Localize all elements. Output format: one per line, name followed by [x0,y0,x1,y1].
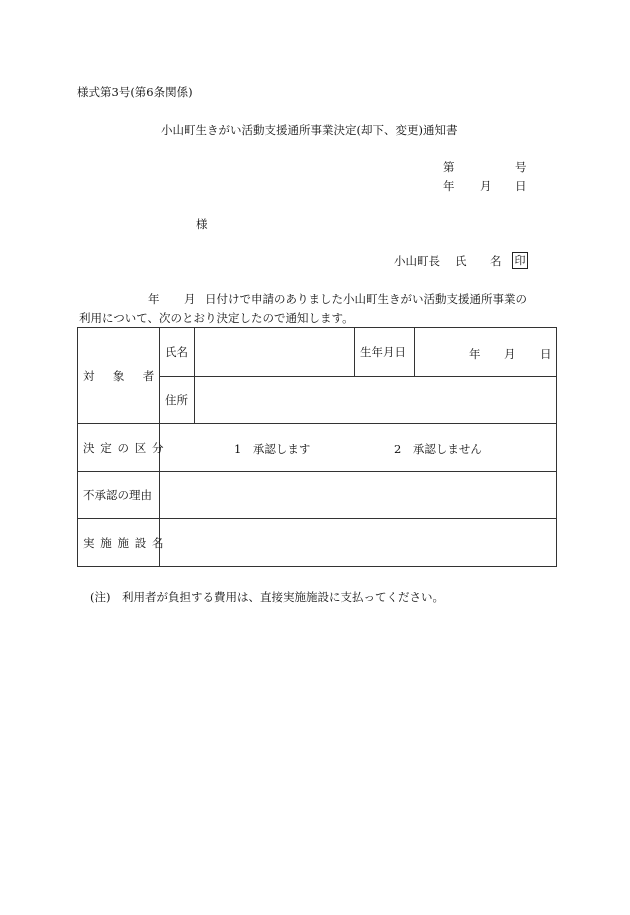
seal-stamp-box: 印 [512,252,528,269]
doc-date-day: 日 [515,179,527,193]
facility-field[interactable] [160,519,557,567]
reason-field[interactable] [160,472,557,519]
name-label: 氏名 [160,328,195,377]
sender-shi: 氏 [455,254,467,268]
reason-label: 不承認の理由 [78,472,160,519]
sender-mei: 名 [490,254,502,268]
name-field[interactable] [195,328,355,377]
doc-number-dai: 第 [443,160,455,174]
document-title: 小山町生きがい活動支援通所事業決定(却下、変更)通知書 [161,123,458,137]
facility-label: 実施施設名 [78,519,160,567]
notification-table [77,327,557,567]
body-year: 年 [148,292,160,306]
addressee-suffix: 様 [196,217,208,231]
doc-date-year: 年 [443,179,455,193]
birthdate-label: 生年月日 [355,328,415,377]
decision-label: 決定の区分 [78,424,160,472]
sender-position: 小山町長 [394,254,440,268]
doc-date-month: 月 [480,179,492,193]
decision-field[interactable] [160,424,557,472]
birthdate-field[interactable] [415,328,557,377]
body-month: 月 [184,292,196,306]
address-label: 住所 [160,377,195,424]
decision-option-approve[interactable]: 1 承認します [234,442,311,456]
subject-label: 対象者 [78,328,160,424]
footnote: (注) 利用者が負担する費用は、直接実施施設に支払ってください。 [90,590,444,604]
body-line2: 利用について、次のとおり決定したので通知します。 [79,311,354,325]
form-number: 様式第3号(第6条関係) [77,85,193,99]
birth-month-label: 月 [504,347,516,361]
doc-number-go: 号 [515,160,527,174]
decision-option-reject[interactable]: 2 承認しません [394,442,482,456]
birth-year-label: 年 [469,347,481,361]
body-line1: 日付けで申請のありました小山町生きがい活動支援通所事業の [205,292,527,306]
birth-day-label: 日 [540,347,552,361]
address-field[interactable] [195,377,557,424]
